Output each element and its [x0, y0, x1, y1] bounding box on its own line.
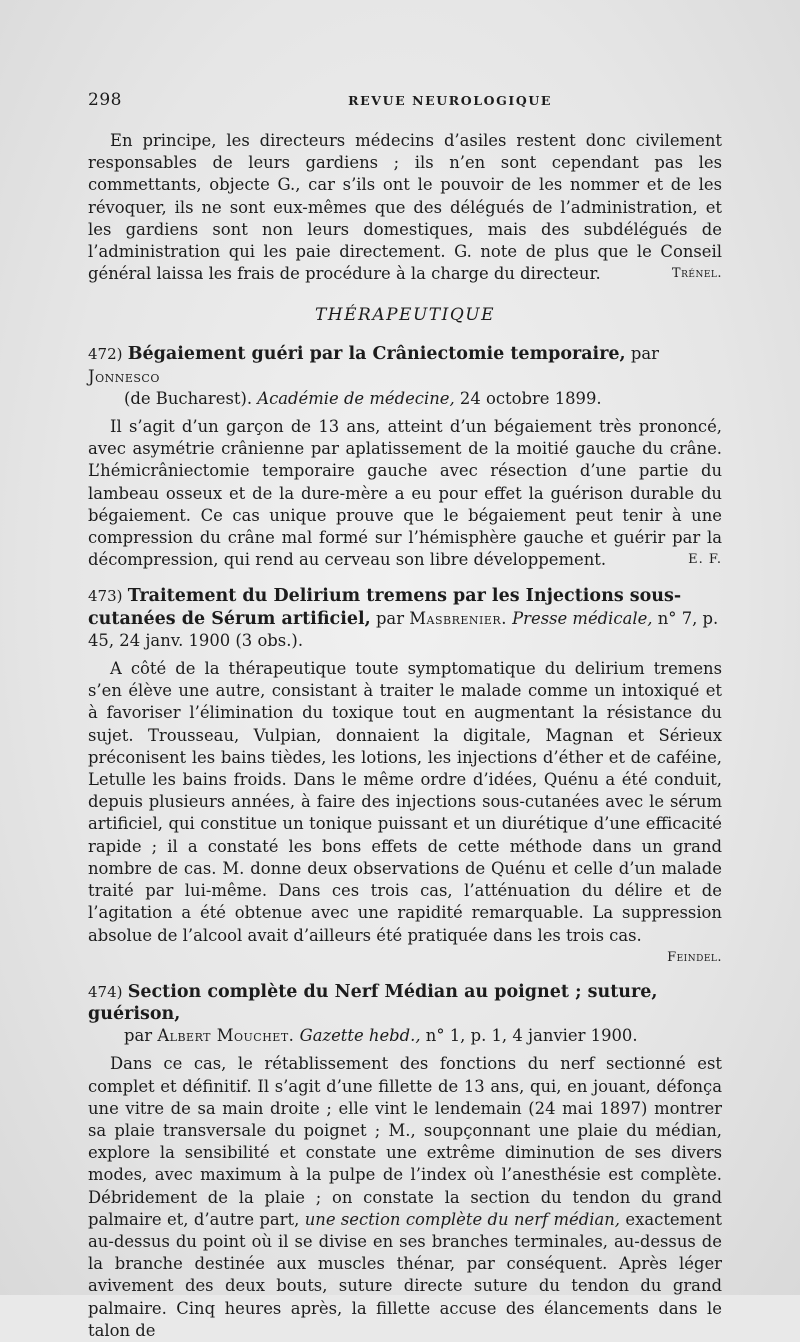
entry-472-signature: E. F. [688, 552, 722, 568]
entry-472-body: Il s’agit d’un garçon de 13 ans, atteint d’un bégaiement très prononcé, avec asymétrie crânienne par aplatissement de la moitié gauche du crâne. L’hémicrâniectomie temporaire gauche avec résection d’une partie du lambeau osseux et de la dure-mère a eu pour effet la guérison durable du bégaiement. Ce cas unique prouve que le bégaiement peut tenir à une compression du crâne mal formé sur l’hémisphère gauche et guérir par la décompression, qui rend au cerveau son libre développement. [88, 417, 722, 570]
entry-source: Académie de médecine, [257, 388, 455, 408]
entry-by: par [630, 344, 659, 364]
entry-date: n° 7, p. 45, 24 janv. 1900 (3 obs.). [88, 608, 719, 650]
entry-472-heading [88, 343, 722, 410]
entry-number: 472) [88, 345, 123, 364]
entry-number: 474) [88, 982, 123, 1001]
entry-source: Presse médicale, [512, 608, 653, 628]
entry-author-note: (de Bucharest). [124, 388, 253, 408]
entry-author: Jonnesco [88, 366, 160, 386]
page-number: 298 [88, 90, 122, 110]
entry-author: Albert Mouchet. [157, 1026, 295, 1046]
entry-title: Bégaiement guéri par la Crâniectomie temporaire, [127, 344, 626, 365]
entry-source: Gazette hebd., [299, 1026, 421, 1046]
entry-title: Traitement du Delirium tremens par les Injections sous-cutanées de Sérum artificiel, [88, 586, 682, 629]
entry-author: Masbrenier. [409, 608, 507, 628]
entry-date: 24 octobre 1899. [459, 388, 602, 408]
entry-474-body [88, 1053, 722, 1342]
journal-title: REVUE NEUROLOGIQUE [348, 93, 552, 108]
entry-title: Section complète du Nerf Médian au poignet ; suture, guérison, [88, 981, 658, 1024]
entry-474-body-part1: Dans ce cas, le rétablissement des fonctions du nerf sectionné est complet et définitif. Il s’agit d’une fillette de 13 ans, qui, en jouant, défonça une vitre de sa main droite ; elle vint le lendemain (24 mai 1897) montrer sa plaie transversale du poignet ; M., soupçonnant une plaie du médian, explore la sensibilité et constate une extrême diminution de ses divers modes, avec maximum à la pulpe de l’index où l’anesthésie est complète. Débridement de la plaie ; on constate la section du tendon du grand palmaire et, d’autre part, [88, 1054, 722, 1229]
entry-474-body-italic: une section complète du nerf médian, [304, 1209, 621, 1229]
intro-signature: Trénel. [671, 266, 722, 282]
entry-474-body-part2: exactement au-dessus du point où il se divise en ses branches terminales, au-dessus de la branche destinée aux muscles thénar, par conséquent. Après léger avivement des deux bouts, suture directe suture du tendon du grand palmaire. Cinq heures après, la fillette accuse des élancements dans le talon de [88, 1209, 722, 1340]
entry-date: n° 1, p. 1, 4 janvier 1900. [425, 1026, 638, 1046]
entry-473-body: A côté de la thérapeutique toute symptomatique du delirium tremens s’en élève une autre, consistant à traiter le malade comme un intoxiqué et à favoriser l’élimination du toxique tout en augmentant la résistance du sujet. Trousseau, Vulpian, donnaient la digitale, Magnan et Sérieux préconisent les bains tièdes, les lotions, les injections d’éther et de caféine, Letulle les bains froids. Dans le même ordre d’idées, Quénu a été conduit, depuis plusieurs années, à faire des injections sous-cutanées avec le sérum artificiel, qui constitue un tonique puissant et un diurétique d’une efficacité rapide ; il a constaté les bons effets de cette méthode dans un grand nombre de cas. M. donne deux observations de Quénu et celle d’un malade traité par lui-même. Dans ces trois cas, l’atténuation du délire et de l’agitation a été obtenue avec une rapidité remarquable. La suppression absolue de l’alcool avait d’ailleurs été pratiquée dans les trois cas. [88, 659, 722, 945]
section-title: THÉRAPEUTIQUE [314, 305, 496, 326]
entry-number: 473) [88, 587, 123, 606]
entry-474-heading [88, 981, 722, 1048]
intro-paragraph: En principe, les directeurs médecins d’asiles restent donc civilement responsables de leurs gardiens ; ils n’en sont cependant pas les commettants, objecte G., car s’ils ont le pouvoir de les nommer et de les révoquer, ils ne sont eux-mêmes que des délégués de l’administration, et les gardiens sont non leurs domestiques, mais des subdélégués de l’administration qui les paie directement. G. note de plus que le Conseil général laissa les frais de procédure à la charge du directeur. [88, 131, 722, 284]
entry-473-heading [88, 585, 722, 652]
entry-by: par [124, 1026, 153, 1046]
entry-473-signature: Feindel. [667, 949, 722, 965]
running-head [88, 90, 722, 120]
entry-by: par [375, 608, 405, 628]
